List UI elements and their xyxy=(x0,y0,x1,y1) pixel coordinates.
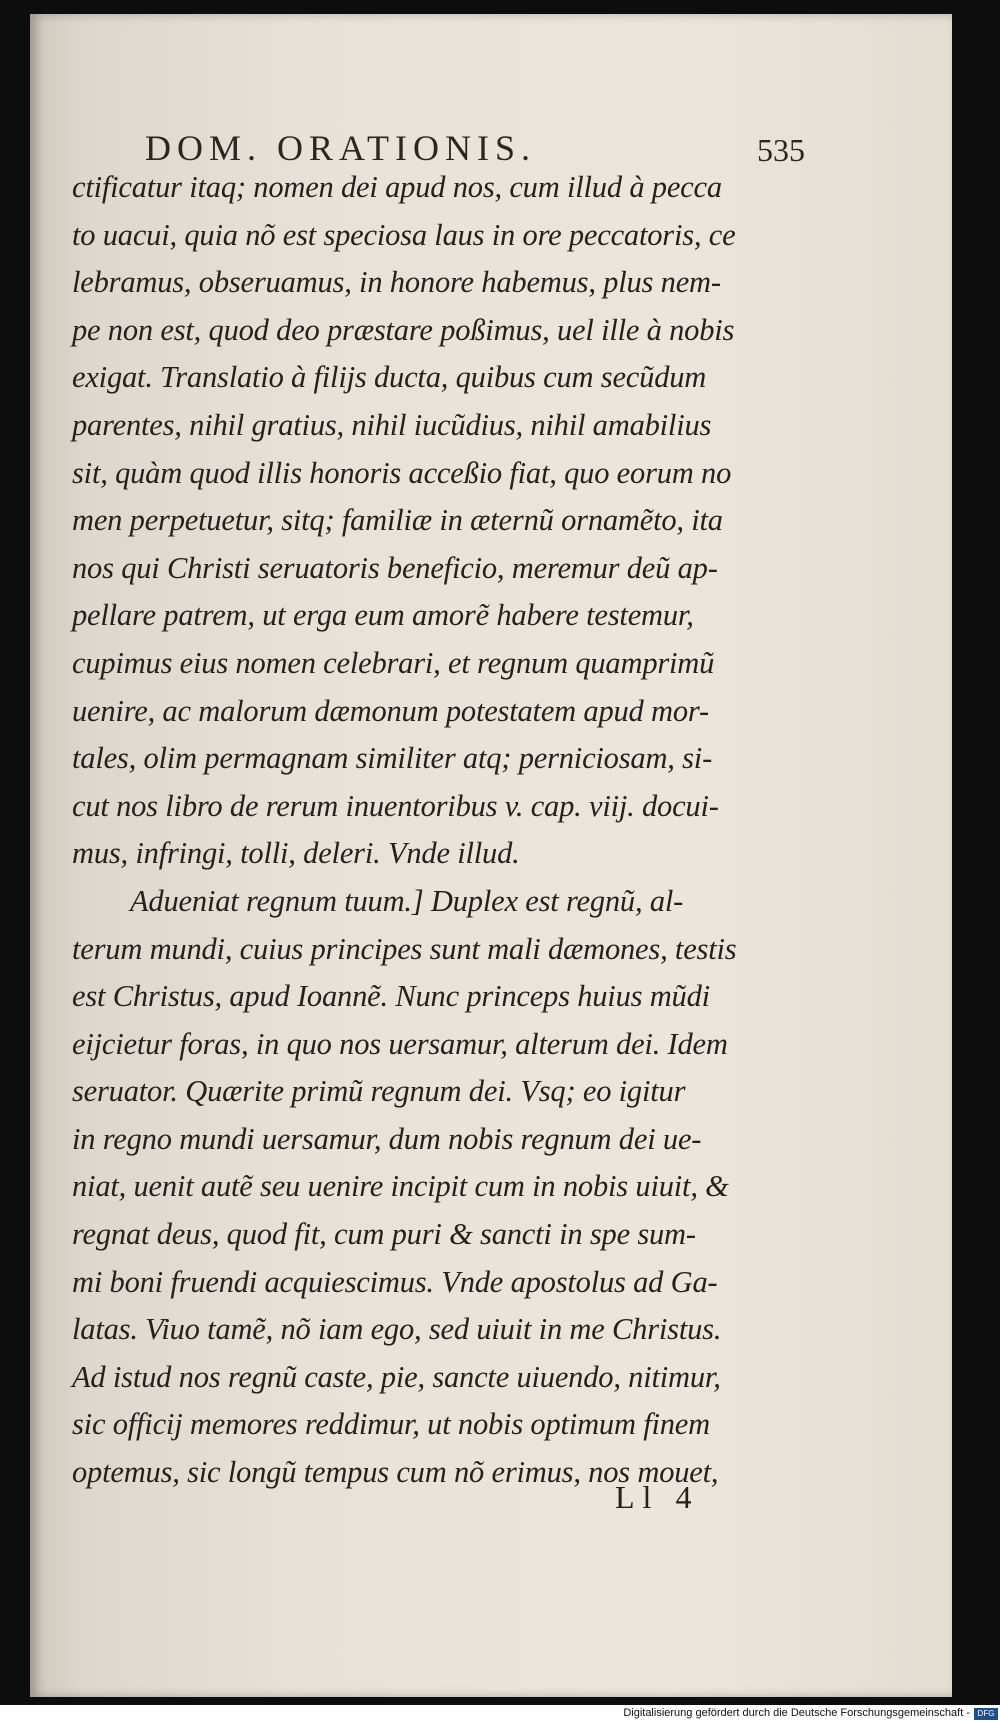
text-line: pellare patrem, ut erga eum amorẽ habere testemur, xyxy=(72,598,694,633)
text-line: terum mundi, cuius principes sunt mali dæmones, testis xyxy=(72,931,737,966)
text-line: mi boni fruendi acquiescimus. Vnde apostolus ad Ga- xyxy=(72,1264,718,1299)
text-line: ctificatur itaq; nomen dei apud nos, cum illud à pecca xyxy=(72,170,722,204)
page-number: 535 xyxy=(757,132,805,168)
paragraph-start-line: Adueniat regnum tuum.] Duplex est regnũ, al- xyxy=(130,883,684,918)
text-line: niat, uenit autẽ seu uenire incipit cum in nobis uiuit, & xyxy=(72,1169,729,1204)
text-line: sit, quàm quod illis honoris acceßio fiat, quo eorum no xyxy=(72,455,732,490)
text-line: tales, olim permagnam similiter atq; perniciosam, si- xyxy=(72,741,713,776)
text-line: sic officij memores reddimur, ut nobis optimum finem xyxy=(72,1407,710,1442)
body-text xyxy=(72,164,812,1497)
text-line: exigat. Translatio à filijs ducta, quibus cum secũdum xyxy=(72,360,707,395)
text-line: lebramus, obseruamus, in honore habemus, plus nem- xyxy=(72,265,721,300)
text-line: latas. Viuo tamẽ, nõ iam ego, sed uiuit in me Christus. xyxy=(72,1312,722,1347)
text-line: parentes, nihil gratius, nihil iucũdius, nihil amabilius xyxy=(72,407,712,442)
text-line: nos qui Christi seruatoris beneficio, meremur deũ ap- xyxy=(72,550,718,585)
funding-credit: Digitalisierung gefördert durch die Deutsche Forschungsgemeinschaft - xyxy=(623,1707,970,1719)
text-line: Ad istud nos regnũ caste, pie, sancte uiuendo, nitimur, xyxy=(72,1359,721,1394)
text-line: men perpetuetur, sitq; familiæ in æternũ ornamẽto, ita xyxy=(72,503,723,538)
text-line: regnat deus, quod fit, cum puri & sancti in spe sum- xyxy=(72,1217,696,1252)
text-line: est Christus, apud Ioannẽ. Nunc princeps huius mũdi xyxy=(72,979,710,1014)
text-line: seruator. Quærite primũ regnum dei. Vsq; eo igitur xyxy=(72,1074,686,1109)
text-line: cut nos libro de rerum inuentoribus v. cap. viij. docui- xyxy=(72,788,719,823)
book-page xyxy=(30,14,952,1697)
page-header xyxy=(145,109,805,169)
signature-mark: Ll 4 xyxy=(615,1479,700,1515)
text-line: uenire, ac malorum dæmonum potestatem apud mor- xyxy=(72,693,709,728)
dfg-logo-icon: DFG xyxy=(974,1708,998,1720)
text-line: pe non est, quod deo præstare poßimus, uel ille à nobis xyxy=(72,312,735,347)
running-head: DOM. ORATIONIS. xyxy=(145,128,537,168)
text-line: in regno mundi uersamur, dum nobis regnum dei ue- xyxy=(72,1121,702,1156)
text-line: optemus, sic longũ tempus cum nõ erimus, nos mouet, xyxy=(72,1455,719,1490)
text-line: eijcietur foras, in quo nos uersamur, alterum dei. Idem xyxy=(72,1026,728,1061)
text-line: cupimus eius nomen celebrari, et regnum quamprimũ xyxy=(72,645,715,680)
text-line: to uacui, quia nõ est speciosa laus in ore peccatoris, ce xyxy=(72,217,736,252)
text-line: mus, infringi, tolli, deleri. Vnde illud. xyxy=(72,836,520,871)
credit-bar xyxy=(0,1705,1000,1723)
